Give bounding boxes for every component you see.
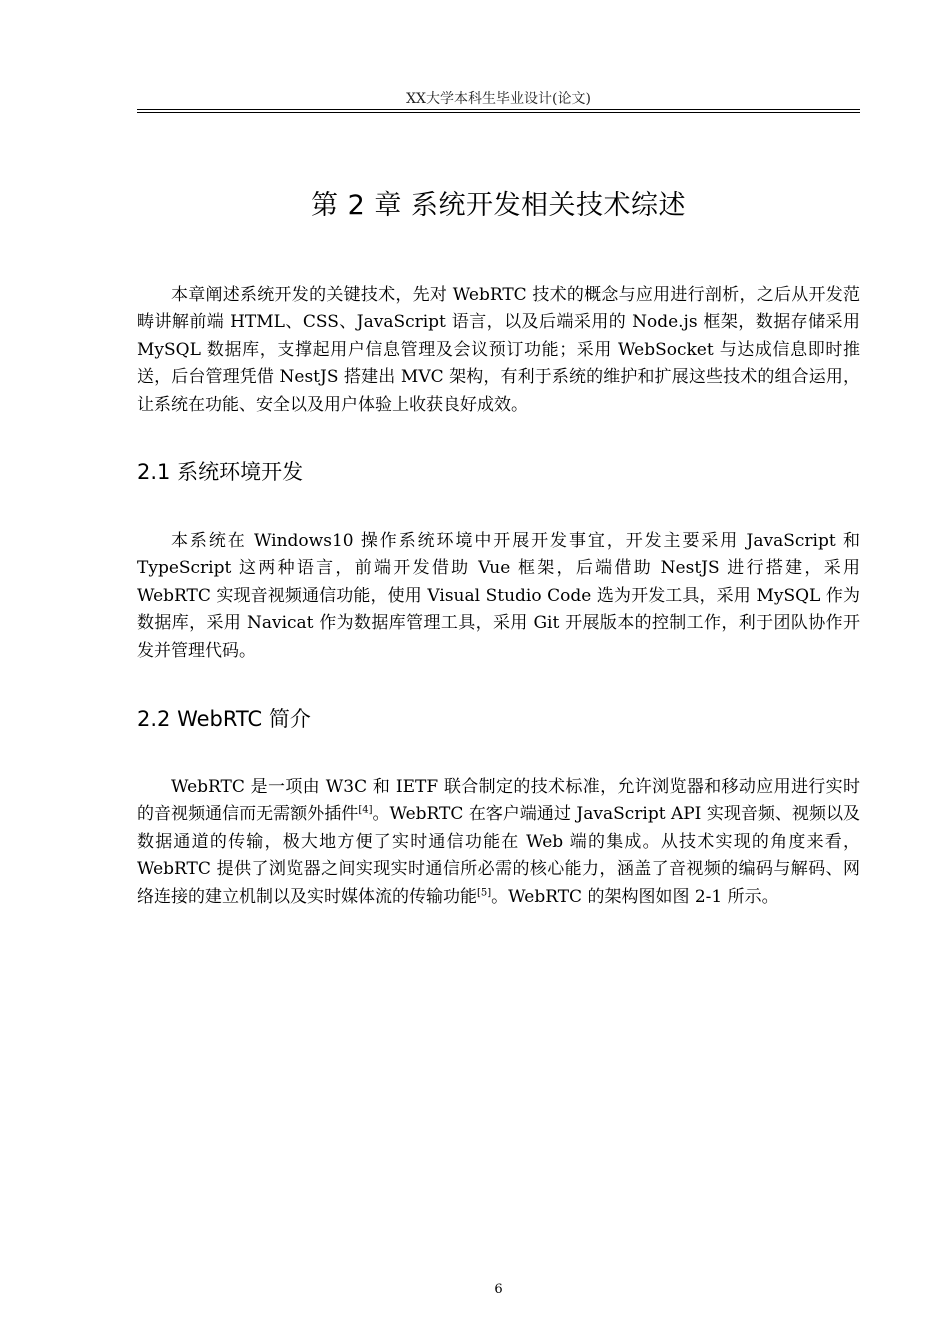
section-2-1-paragraph: 本系统在 Windows10 操作系统环境中开展开发事宜，开发主要采用 JavaScript 和 TypeScript 这两种语言，前端开发借助 Vue 框架，后端借助 NestJS 进行搭建，采用 WebRTC 实现音视频通信功能，使用 Visual Studio Code 选为开发工具，采用 MySQL 作为数据库，采用 Navicat 作为数据库管理工具，采用 Git 开展版本的控制工作，利于团队协作开发并管理代码。	[137, 531, 860, 661]
header-rule	[137, 109, 860, 113]
citation-5: [5]	[477, 886, 492, 898]
chapter-title: 第 2 章 系统开发相关技术综述	[311, 190, 686, 221]
page-number: 6	[494, 1282, 503, 1297]
paragraph-text-part-1: WebRTC 是一项由 W3C 和 IETF 联合制定的技术标准，允许浏览器和移动应用进行实时的音视频通信而无需额外插件	[137, 777, 860, 825]
citation-4: [4]	[358, 804, 373, 816]
running-header: XX大学本科生毕业设计(论文)	[406, 91, 591, 107]
section-title-2-1: 2.1 系统环境开发	[137, 460, 304, 484]
intro-paragraph: 本章阐述系统开发的关键技术，先对 WebRTC 技术的概念与应用进行剖析，之后从开发范畴讲解前端 HTML、CSS、JavaScript 语言，以及后端采用的 Node.js 框架，数据存储采用 MySQL 数据库，支撑起用户信息管理及会议预订功能；采用 WebSocket 与达成信息即时推送，后台管理凭借 NestJS 搭建出 MVC 架构，有利于系统的维护和扩展这些技术的组合运用，让系统在功能、安全以及用户体验上收获良好成效。	[137, 285, 860, 415]
paragraph-text-part-2: 。WebRTC 在客户端通过 JavaScript API 实现音频、视频以及数据通道的传输，极大地方便了实时通信功能在 Web 端的集成。从技术实现的角度来看，WebRTC 提供了浏览器之间实现实时通信所必需的核心能力，涵盖了音视频的编码与解码、网络连接的建立机制以及实时媒体流的传输功能	[137, 804, 861, 907]
section-2-2-paragraph	[137, 774, 860, 911]
section-title-2-2: 2.2 WebRTC 简介	[137, 707, 311, 731]
paragraph-text-part-3: 。WebRTC 的架构图如图 2-1 所示。	[491, 886, 779, 907]
